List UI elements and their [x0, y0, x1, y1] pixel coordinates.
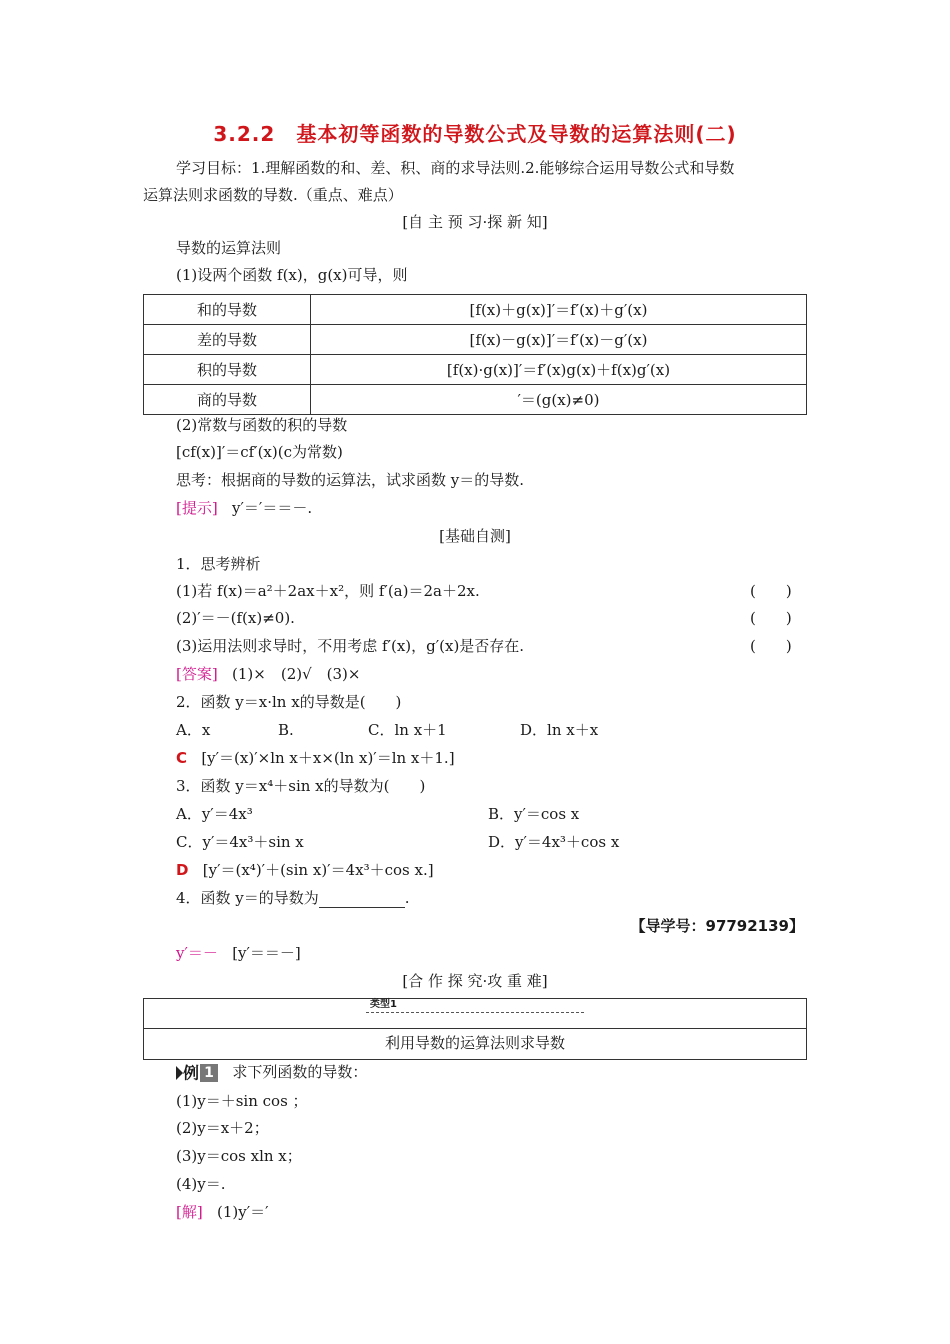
- section-explore-heading: [合 作 探 究·攻 重 难]: [402, 972, 548, 990]
- q1-answer: [176, 664, 360, 684]
- rule-name: 差的导数: [144, 325, 311, 355]
- rule-name: 商的导数: [144, 385, 311, 415]
- q4-answer-value: y′＝－: [176, 944, 218, 962]
- hint-tag: [提示]: [176, 499, 218, 517]
- example-prompt: 求下列函数的导数：: [232, 1063, 368, 1081]
- q3-option-b: B．y′＝cos x: [488, 805, 580, 823]
- q3-option-d: D．y′＝4x³＋cos x: [488, 833, 620, 851]
- const-rule-formula: [cf(x)]′＝cf′(x)(c为常数): [176, 443, 343, 461]
- type-label: 利用导数的运算法则求导数: [384, 1034, 565, 1052]
- const-rule-heading: (2)常数与函数的积的导数: [176, 416, 348, 434]
- example-item-3: (3)y＝cos xln x；: [176, 1147, 302, 1165]
- solution-text: (1)y′＝′: [217, 1203, 269, 1221]
- page-title: 3.2.2 基本初等函数的导数公式及导数的运算法则(二): [213, 122, 737, 146]
- q4-answer: [176, 943, 301, 963]
- solution-line: [176, 1202, 269, 1222]
- example-badge: [176, 1063, 218, 1084]
- type-box: [143, 998, 807, 1060]
- answer-paren: ( ): [750, 609, 792, 627]
- table-row: [144, 295, 807, 325]
- hint-line: [176, 498, 312, 518]
- q2-option-d: D．ln x＋x: [520, 721, 599, 739]
- q2-option-b: B.: [278, 721, 294, 739]
- example-word: 例: [183, 1063, 200, 1083]
- q3-option-a: A．y′＝4x³: [176, 805, 253, 823]
- rule-formula: [f(x)·g(x)]′＝f′(x)g(x)＋f(x)g′(x): [311, 355, 807, 385]
- rule-formula: ′＝(g(x)≠0): [311, 385, 807, 415]
- rule-name: 积的导数: [144, 355, 311, 385]
- section-preview-heading: [自 主 预 习·探 新 知]: [402, 213, 548, 231]
- q2-option-a: A．x: [176, 721, 211, 739]
- think-question: 思考：根据商的导数的运算法，试求函数 y＝的导数.: [176, 471, 525, 489]
- guide-number: 【导学号：97792139】: [630, 917, 804, 935]
- q3-answer-letter: D: [176, 861, 189, 879]
- answer-tag: [答案]: [176, 665, 218, 683]
- q1-item-2: (2)′＝－(f(x)≠0).: [176, 609, 295, 627]
- q3-explanation: [y′＝(x⁴)′＋(sin x)′＝4x³＋cos x.]: [202, 861, 434, 879]
- q4-explanation: [y′＝＝－]: [232, 944, 301, 962]
- q3-option-c: C．y′＝4x³＋sin x: [176, 833, 304, 851]
- q2-answer: [176, 748, 455, 768]
- answer-text: (1)× (2)√ (3)×: [232, 665, 361, 683]
- table-row: [144, 325, 807, 355]
- example-item-2: (2)y＝x＋2；: [176, 1119, 269, 1137]
- triangle-icon: [176, 1066, 183, 1080]
- q2-stem: 2．函数 y＝x·ln x的导数是( ): [176, 693, 402, 711]
- section-self-test-heading: [基础自测]: [439, 527, 511, 545]
- q4-stem-line: [176, 888, 410, 908]
- table-row: [144, 385, 807, 415]
- solution-tag: [解]: [176, 1203, 203, 1221]
- rules-heading: 导数的运算法则: [176, 239, 282, 257]
- q3-answer: [176, 860, 434, 880]
- q3-stem: 3．函数 y＝x⁴＋sin x的导数为( ): [176, 777, 426, 795]
- q4-stem: 4．函数 y＝的导数为: [176, 889, 319, 907]
- type-tag: 类型1: [366, 999, 584, 1013]
- answer-paren: ( ): [750, 582, 792, 600]
- rule-name: 和的导数: [144, 295, 311, 325]
- q2-option-c: C．ln x＋1: [368, 721, 447, 739]
- example-line: [176, 1062, 367, 1083]
- answer-paren: ( ): [750, 637, 792, 655]
- q1-item-3: (3)运用法则求导时，不用考虑 f′(x)，g′(x)是否存在.: [176, 637, 525, 655]
- example-number: 1: [200, 1064, 218, 1082]
- learning-goals-line-1: 学习目标：1.理解函数的和、差、积、商的求导法则.2.能够综合运用导数公式和导数: [176, 159, 735, 177]
- answer-blank: [319, 893, 405, 908]
- learning-goals-line-2: 运算法则求函数的导数.（重点、难点）: [143, 186, 403, 204]
- rules-intro: (1)设两个函数 f(x)，g(x)可导，则: [176, 266, 408, 284]
- example-item-4: (4)y＝.: [176, 1175, 226, 1193]
- q1-item-1: (1)若 f(x)＝a²＋2ax＋x²，则 f′(a)＝2a＋2x.: [176, 582, 480, 600]
- hint-text: y′＝′＝＝－.: [232, 499, 313, 517]
- rule-formula: [f(x)＋g(x)]′＝f′(x)＋g′(x): [311, 295, 807, 325]
- q2-explanation: [y′＝(x)′×ln x＋x×(ln x)′＝ln x＋1.]: [201, 749, 455, 767]
- rule-formula: [f(x)－g(x)]′＝f′(x)－g′(x): [311, 325, 807, 355]
- table-row: [144, 355, 807, 385]
- q1-heading: 1．思考辨析: [176, 555, 261, 573]
- q2-answer-letter: C: [176, 749, 188, 767]
- q4-stem-end: .: [404, 889, 410, 907]
- rules-table: [143, 294, 807, 415]
- example-item-1: (1)y＝＋sin cos ；: [176, 1092, 308, 1110]
